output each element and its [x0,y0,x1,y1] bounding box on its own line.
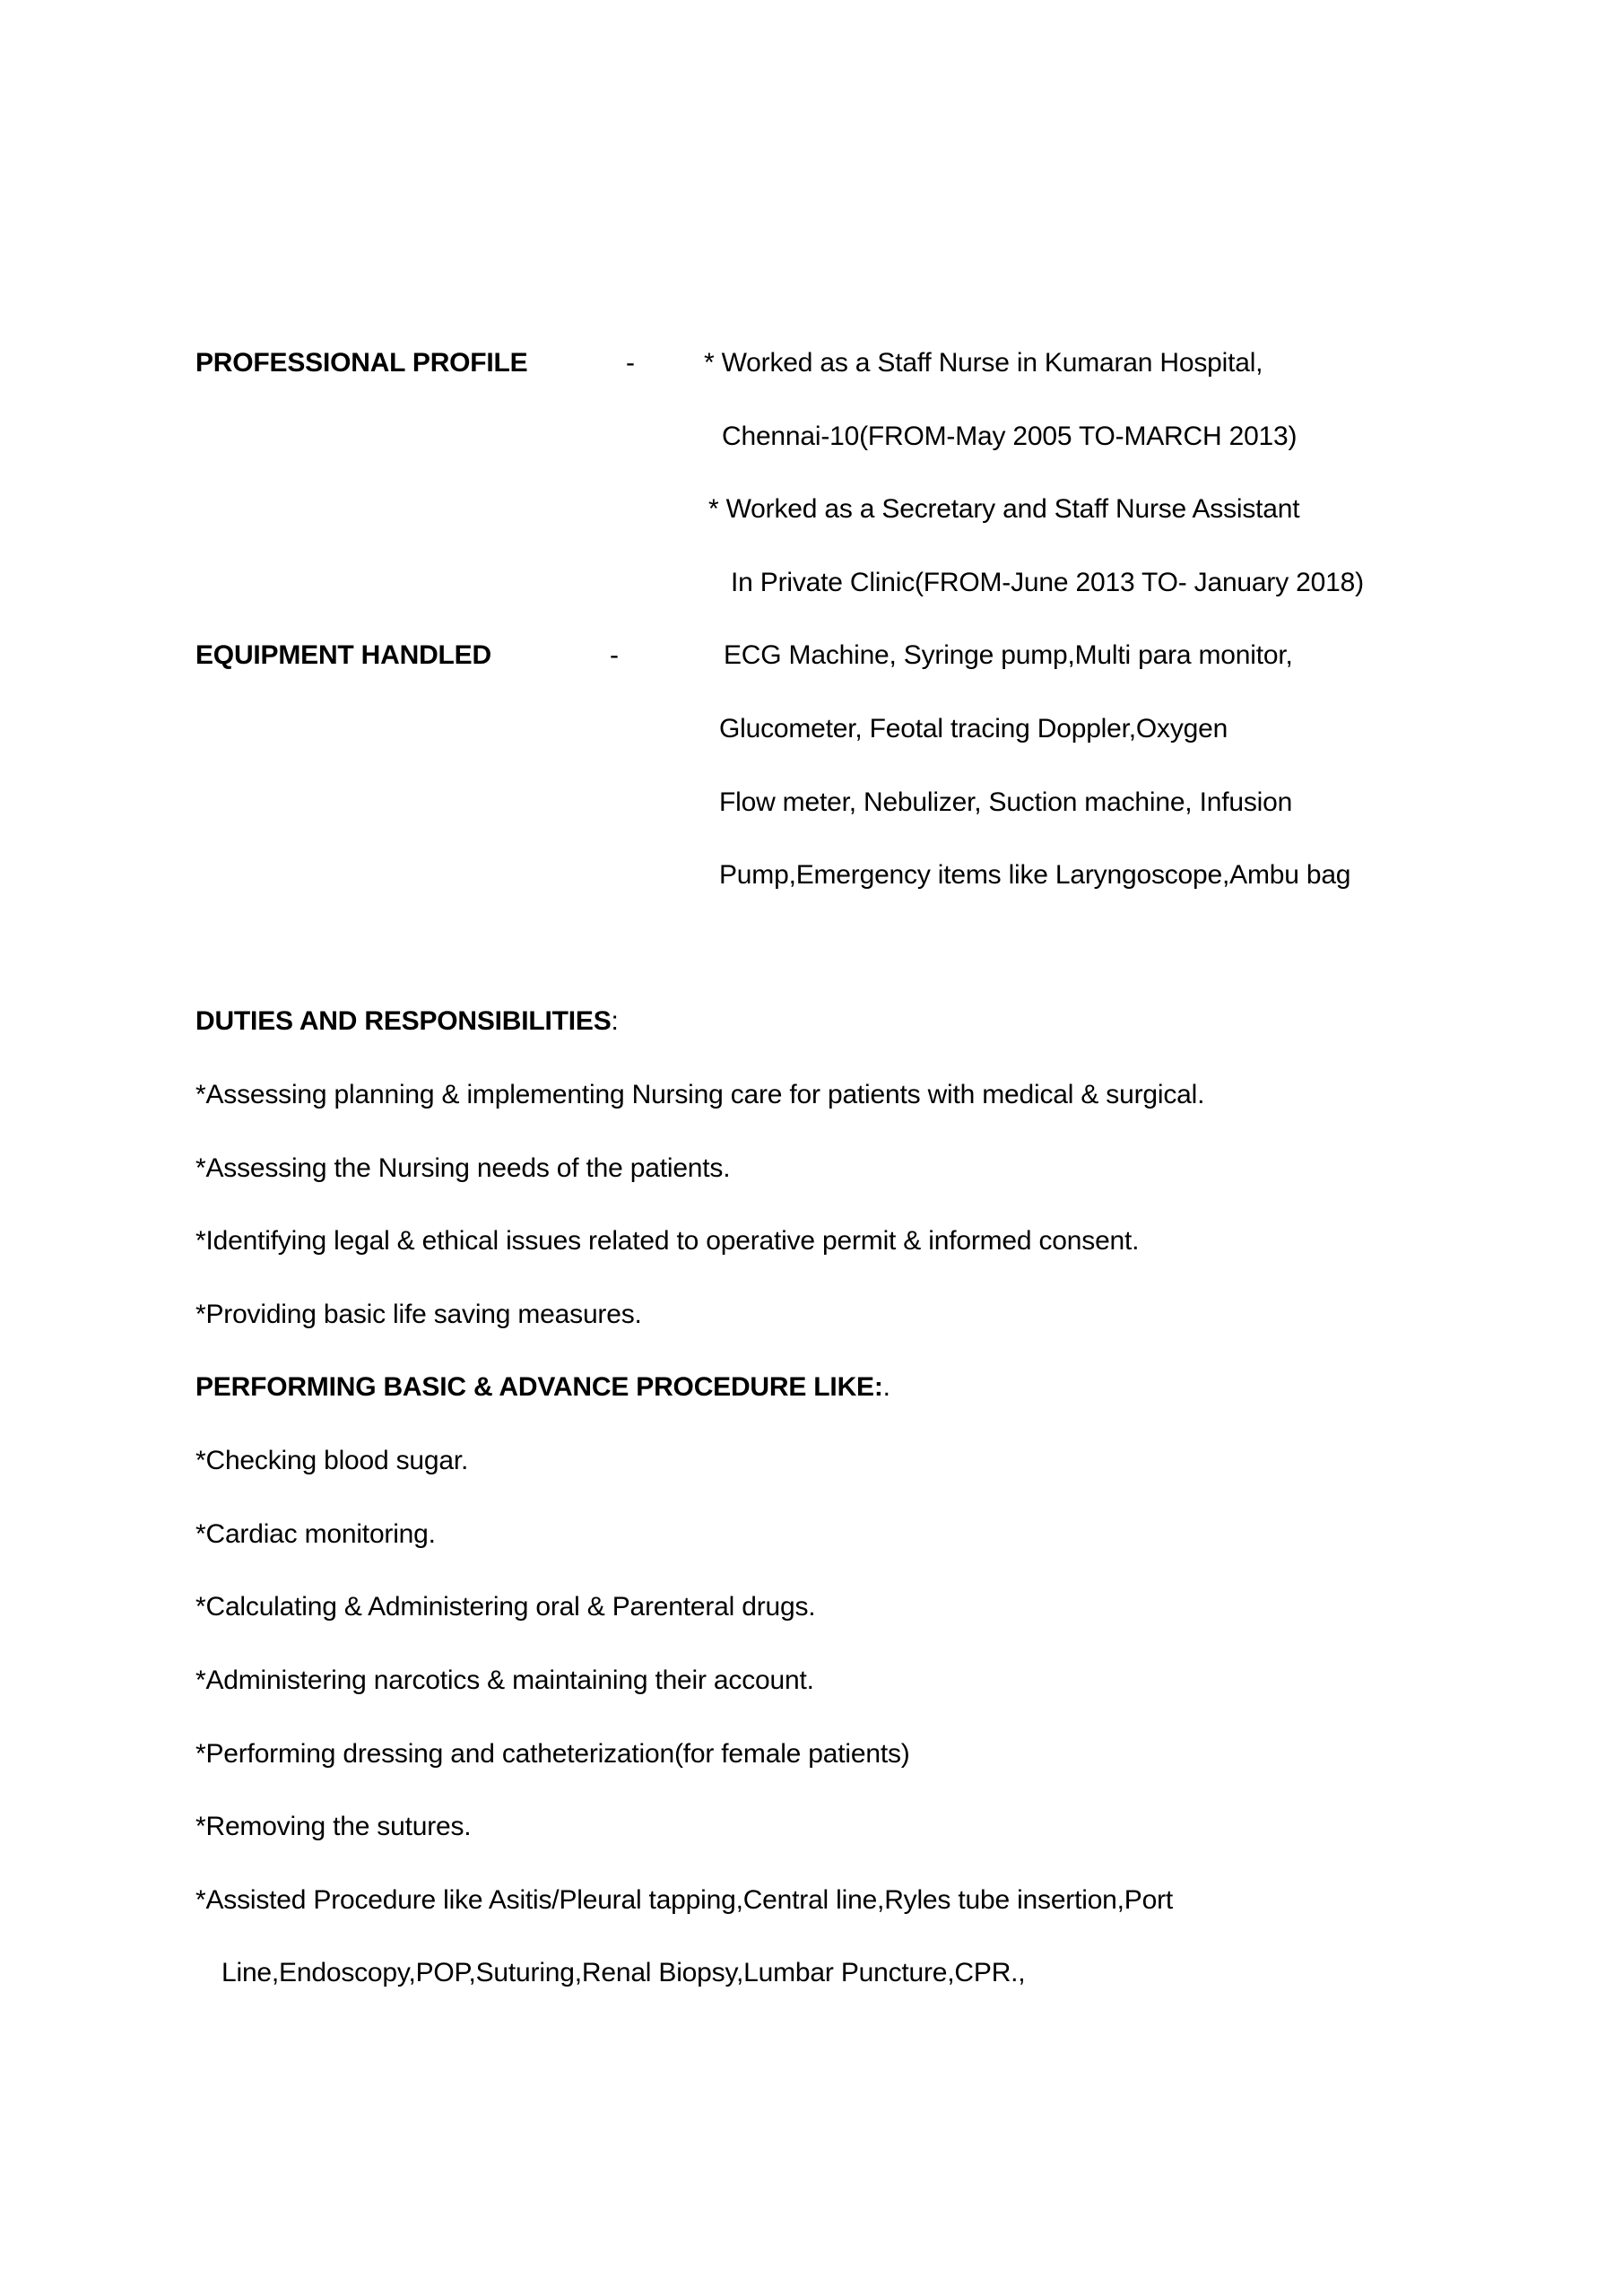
duties-heading-text: DUTIES AND RESPONSIBILITIES [195,1006,612,1036]
equipment-line: ECG Machine, Syringe pump,Multi para monitor, [724,640,1293,670]
duties-heading-colon: : [611,1006,619,1036]
profile-line: * Worked as a Secretary and Staff Nurse Assistant [708,494,1300,524]
profile-line: Chennai-10(FROM-May 2005 TO-MARCH 2013) [722,422,1298,451]
procedure-item: *Checking blood sugar. [195,1446,469,1475]
procedure-item: *Calculating & Administering oral & Parenteral drugs. [195,1592,816,1622]
equipment-line: Flow meter, Nebulizer, Suction machine, Infusion [719,787,1293,817]
duty-item: *Assessing the Nursing needs of the patients. [195,1153,731,1183]
profile-line: In Private Clinic(FROM-June 2013 TO- January 2018) [731,568,1364,597]
professional-profile-separator: - [626,348,635,378]
procedures-heading-text: PERFORMING BASIC & ADVANCE PROCEDURE LIKE: [195,1372,883,1402]
equipment-line: Glucometer, Feotal tracing Doppler,Oxygen [719,714,1228,744]
professional-profile-label: PROFESSIONAL PROFILE [195,348,528,378]
duty-item: *Assessing planning & implementing Nursing care for patients with medical & surgical. [195,1080,1205,1109]
procedure-item-continuation: Line,Endoscopy,POP,Suturing,Renal Biopsy,Lumbar Puncture,CPR., [221,1958,1026,1987]
duties-heading [195,1005,619,1038]
equipment-handled-separator: - [610,640,619,670]
procedure-item: *Cardiac monitoring. [195,1519,436,1549]
procedures-heading [195,1371,890,1404]
procedures-heading-period: . [882,1372,890,1402]
profile-line: * Worked as a Staff Nurse in Kumaran Hospital, [704,348,1263,378]
equipment-handled-label: EQUIPMENT HANDLED [195,640,491,670]
duty-item: *Identifying legal & ethical issues related to operative permit & informed consent. [195,1226,1140,1256]
procedure-item: *Removing the sutures. [195,1812,472,1841]
duty-item: *Providing basic life saving measures. [195,1300,642,1329]
procedure-item: *Assisted Procedure like Asitis/Pleural tapping,Central line,Ryles tube insertion,Port [195,1885,1174,1915]
procedure-item: *Administering narcotics & maintaining their account. [195,1665,814,1695]
equipment-line: Pump,Emergency items like Laryngoscope,Ambu bag [719,860,1351,890]
procedure-item: *Performing dressing and catheterization(for female patients) [195,1739,910,1769]
